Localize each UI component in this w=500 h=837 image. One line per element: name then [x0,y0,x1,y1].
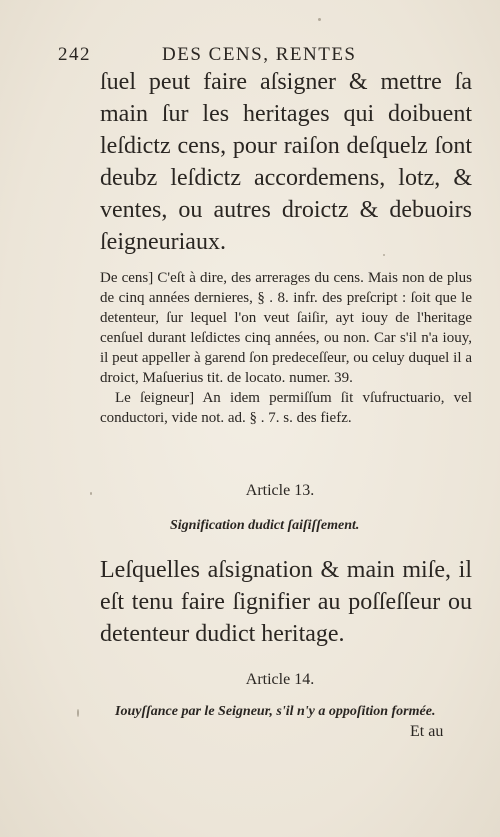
page-number: 242 [58,44,91,65]
paper-speck [318,18,321,21]
article-14-sidenote: Iouyſſance par le Seigneur, s'il n'y a oppoſition formée. [115,704,436,719]
paper-speck [90,492,92,495]
annotation-note-2: Le ſeigneur] An idem permiſſum ſit vſufructuario, vel conductori, vide not. ad. § . 7. s. des fiefz. [100,390,472,426]
main-paragraph-2: Leſquelles aſsignation & main miſe, il eſt tenu faire ſignifier au poſſeſſeur ou detenteur dudict heritage. [100,557,472,647]
running-title: DES CENS, RENTES [162,44,357,65]
article-14-heading: Article 14. [245,671,315,688]
article-13-heading: Article 13. [245,482,315,499]
paper-speck [77,709,79,717]
running-header [58,44,458,68]
main-paragraph-1: ſuel peut faire aſsigner & mettre ſa main ſur les heritages qui doibuent leſdictz cens, pour raiſon deſquelz ſont deubz leſdictz accordemens, lotz, & ventes, ou autres droictz & debuoirs ſeigneuriaux. [100,69,472,255]
article-13-sidenote: Signification dudict ſaiſiſſement. [170,518,360,533]
catchword: Et au [410,723,444,740]
paper-speck [383,254,385,256]
annotation-note-1: De cens] C'eſt à dire, des arrerages du cens. Mais non de plus de cinq années dernieres, § . 8. infr. des preſcript : ſoit que le detenteur, ſur lequel l'on veut ſaiſir, ayt iouy de l'heritage cenſuel durant leſdictes cinq années, ou non. Car s'il n'a iouy, il peut appeller à garend ſon predeceſſeur, ou celuy duquel il a droict, Maſuerius tit. de locato. numer. 39. [100,270,472,386]
annotation-block [100,268,472,428]
